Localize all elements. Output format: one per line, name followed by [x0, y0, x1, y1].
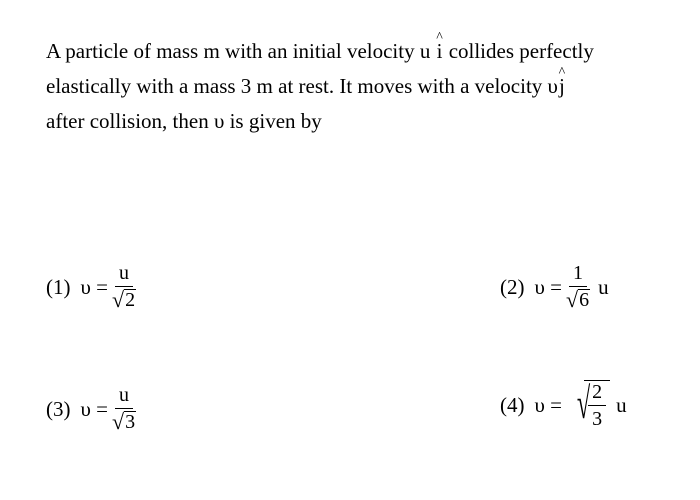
option-4-fraction: [588, 381, 606, 430]
option-1-fraction: [112, 262, 136, 312]
option-3-label: (3): [46, 396, 71, 421]
option-4[interactable]: [500, 380, 627, 430]
option-2-label: (2): [500, 274, 525, 299]
question-line-1-text-a: A particle of mass m with an initial velocity u: [46, 39, 431, 63]
option-3-fraction: [112, 384, 136, 434]
option-1-sqrt: √ 2: [112, 287, 136, 312]
question-line-3: [46, 104, 656, 139]
option-2-radicand: 6: [579, 289, 590, 311]
option-4-label: (4): [500, 392, 525, 417]
question-line-2: [46, 69, 656, 104]
option-4-numerator: 2: [588, 381, 606, 406]
option-1-label: (1): [46, 274, 71, 299]
option-2-numerator: 1: [569, 262, 587, 287]
option-2-variable: υ =: [534, 274, 562, 299]
option-3[interactable]: [46, 384, 138, 434]
option-1[interactable]: [46, 262, 138, 312]
option-4-denominator: 3: [592, 408, 603, 430]
option-2-suffix: u: [598, 274, 609, 299]
question-line-3-text: after collision, then υ is given by: [46, 109, 322, 133]
option-1-radicand: 2: [125, 289, 136, 311]
unit-vector-j-hat: ^ j: [558, 69, 566, 104]
question-text: [46, 34, 656, 139]
option-1-numerator: u: [115, 262, 133, 287]
option-3-radicand: 3: [125, 411, 136, 433]
option-3-variable: υ =: [80, 396, 108, 421]
unit-vector-i-hat: ^ i: [436, 34, 444, 69]
option-3-sqrt: √ 3: [112, 409, 136, 434]
option-2-fraction: [566, 262, 590, 312]
option-1-variable: υ =: [80, 274, 108, 299]
option-4-suffix: u: [616, 392, 627, 417]
option-4-variable: υ =: [534, 392, 562, 417]
option-4-sqrt: √ $\frac{2}{3}$: [566, 380, 610, 430]
question-line-2-text: elastically with a mass 3 m at rest. It moves with a velocity υ: [46, 74, 558, 98]
question-line-1-text-b: collides perfectly: [448, 39, 594, 63]
option-2[interactable]: [500, 262, 609, 312]
option-3-numerator: u: [115, 384, 133, 409]
option-2-sqrt: √ 6: [566, 287, 590, 312]
